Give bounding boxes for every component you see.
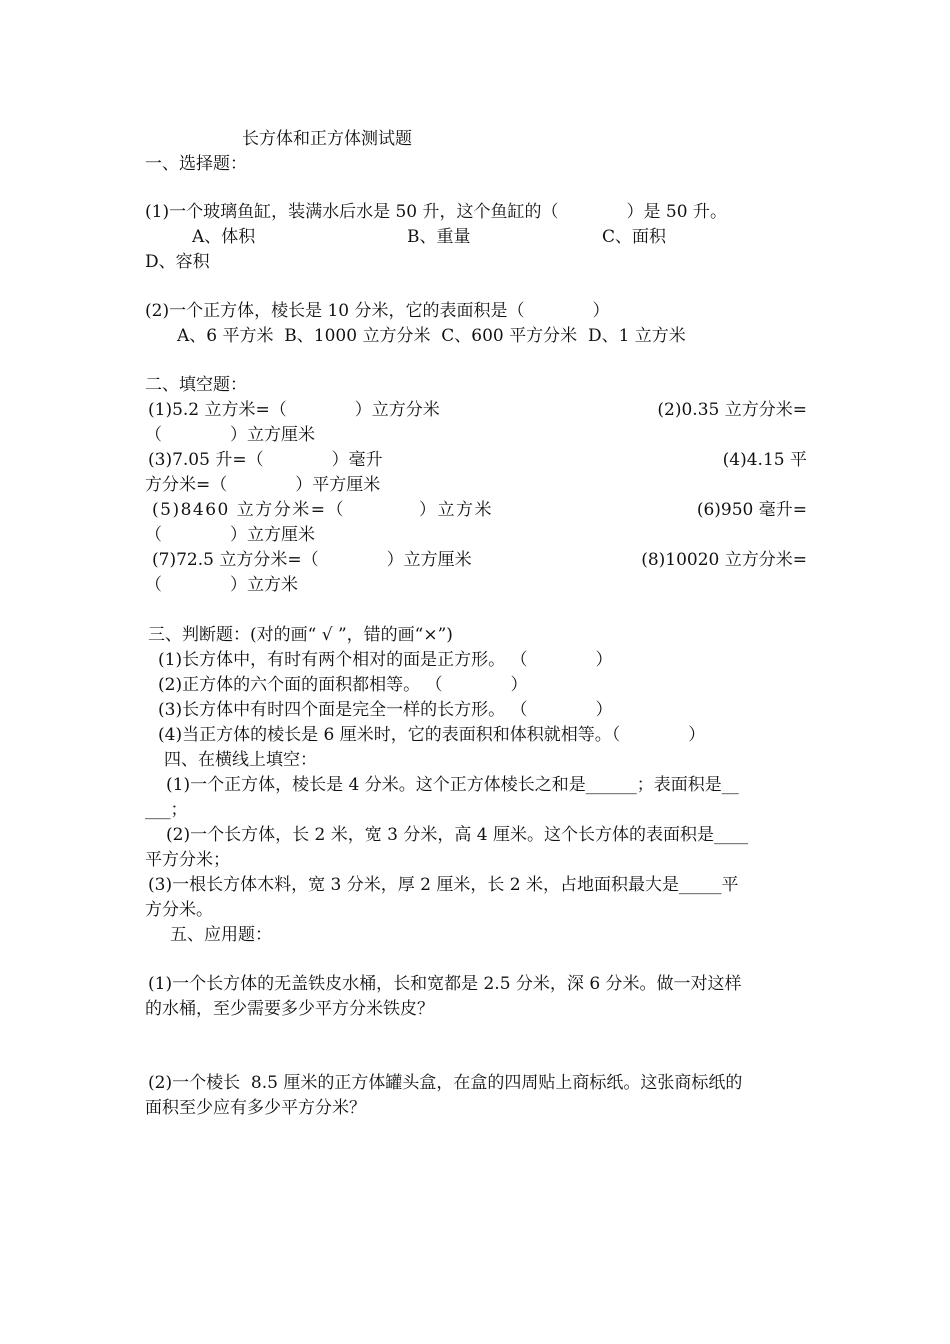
section3-heading: 三、判断题：(对的画“ √ ”，错的画“×”) <box>148 625 453 645</box>
s2-q2-part2: （ ）立方厘米 <box>145 425 315 445</box>
s4-q3-part1: (3)一根长方体木料，宽 3 分米，厚 2 厘米，长 2 米，占地面积最大是_____平 <box>148 875 739 895</box>
s3-q4: (4)当正方体的棱长是 6 厘米时，它的表面积和体积就相等。（ ） <box>158 725 706 745</box>
page-title: 长方体和正方体测试题 <box>242 129 412 149</box>
s4-q2-part1: (2)一个长方体，长 2 米，宽 3 分米，高 4 厘米。这个长方体的表面积是____ <box>166 825 748 845</box>
s2-q6-part1: (6)950 毫升= <box>696 500 807 520</box>
s1-q2-stem: (2)一个正方体，棱长是 10 分米，它的表面积是（ ） <box>145 301 610 321</box>
s2-q8-part2: （ ）立方米 <box>145 575 298 595</box>
section5-heading: 五、应用题： <box>170 925 272 945</box>
s5-q1-part2: 的水桶，至少需要多少平方分米铁皮？ <box>145 999 434 1019</box>
s5-q2-part1: (2)一个棱长 8.5 厘米的正方体罐头盒，在盒的四周贴上商标纸。这张商标纸的 <box>148 1073 743 1093</box>
s4-q1-part2: ___； <box>145 800 188 820</box>
s3-q3: (3)长方体中有时四个面是完全一样的长方形。 （ ） <box>158 700 613 720</box>
s1-q1-option-c: C、面积 <box>602 227 667 247</box>
s4-q2-part2: 平方分米； <box>145 850 230 870</box>
s5-q2-part2: 面积至少应有多少平方分米？ <box>145 1098 366 1118</box>
s1-q2-options: A、6 平方米 B、1000 立方分米 C、600 平方分米 D、1 立方米 <box>177 326 686 346</box>
s1-q1-option-b: B、重量 <box>407 227 471 247</box>
s2-q3: (3)7.05 升=（ ）毫升 <box>148 450 383 470</box>
section2-heading: 二、填空题： <box>145 375 247 395</box>
s2-q6-part2: （ ）立方厘米 <box>145 525 315 545</box>
s2-q5: (5)8460 立方分米=（ ）立方米 <box>152 500 493 520</box>
s2-q4-part1: (4)4.15 平 <box>722 450 807 470</box>
s3-q2: (2)正方体的六个面的面积都相等。 （ ） <box>158 675 528 695</box>
s1-q1-stem: (1)一个玻璃鱼缸，装满水后水是 50 升，这个鱼缸的（ ）是 50 升。 <box>145 202 727 222</box>
s4-q1-part1: (1)一个正方体，棱长是 4 分米。这个正方体棱长之和是______；表面积是__ <box>166 775 739 795</box>
s2-q4-part2: 方分米=（ ）平方厘米 <box>145 475 381 495</box>
s3-q1: (1)长方体中，有时有两个相对的面是正方形。 （ ） <box>158 650 613 670</box>
s2-q1: (1)5.2 立方米=（ ）立方分米 <box>148 400 440 420</box>
section1-heading: 一、选择题： <box>145 154 247 174</box>
s4-q3-part2: 方分米。 <box>145 900 213 920</box>
s5-q1-part1: (1)一个长方体的无盖铁皮水桶，长和宽都是 2.5 分米，深 6 分米。做一对这样 <box>148 974 742 994</box>
s1-q1-option-a: A、体积 <box>192 227 256 247</box>
s1-q1-option-d: D、容积 <box>145 252 210 272</box>
section4-heading: 四、在横线上填空： <box>164 750 317 770</box>
s2-q7: (7)72.5 立方分米=（ ）立方厘米 <box>152 550 472 570</box>
s2-q8-part1: (8)10020 立方分米= <box>641 550 807 570</box>
s2-q2-part1: (2)0.35 立方分米= <box>657 400 807 420</box>
